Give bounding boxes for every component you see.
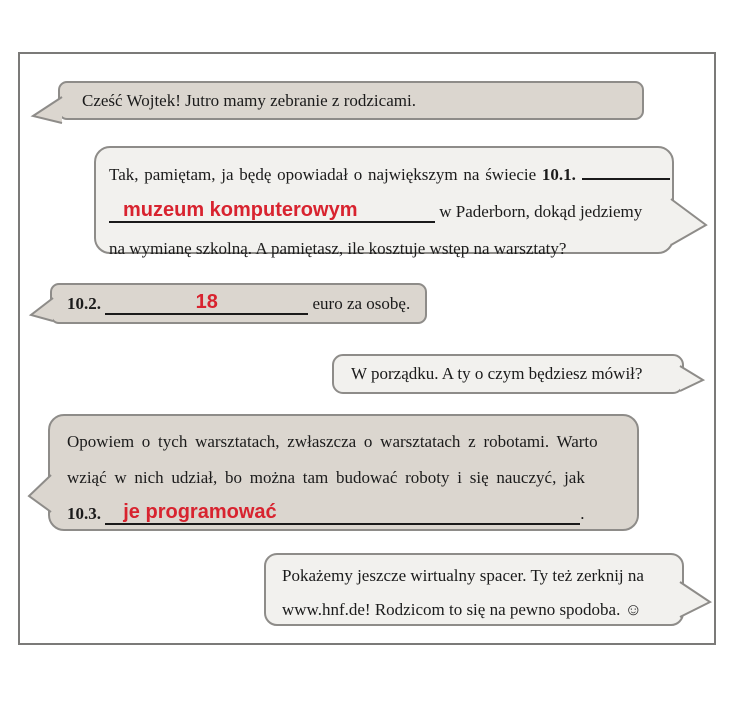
speech-bubble-6 (264, 553, 684, 626)
answer-10-3: je programować (123, 501, 277, 523)
gap-label-10-1: 10.1. (541, 165, 576, 184)
bubble-6-text-1: Pokażemy jeszcze wirtualny spacer. Ty też zerknij na (282, 566, 644, 585)
bubble-5-line-3 (67, 496, 620, 532)
bubble-6-line-1 (282, 559, 682, 593)
worksheet-page (18, 52, 716, 645)
bubble-tail-left-icon (31, 96, 63, 124)
bubble-2-line-2 (109, 193, 654, 230)
bubble-3-text: euro za osobę. (312, 294, 411, 313)
bubble-tail-right-icon (679, 581, 713, 619)
answer-10-2: 18 (195, 291, 218, 313)
bubble-5-content (50, 416, 637, 532)
speech-bubble-3 (50, 283, 427, 324)
bubble-5-line-2 (67, 460, 620, 496)
bubble-2-line-3 (109, 230, 654, 267)
bubble-2-text-2: w Paderborn, dokąd jedziemy (439, 202, 643, 221)
bubble-4-text-line (334, 356, 682, 392)
answer-blank-10-1-lead (582, 160, 670, 180)
bubble-5-text-2: wziąć w nich udział, bo można tam budować roboty i się nauczyć, jak (67, 468, 585, 487)
answer-blank-10-1 (109, 199, 435, 223)
speech-bubble-1 (58, 81, 644, 120)
gap-label-10-2: 10.2. (67, 294, 101, 313)
bubble-2-text-1: Tak, pamiętam, ja będę opowiadał o największym na świecie (109, 165, 537, 184)
answer-blank-10-2 (105, 291, 308, 315)
bubble-2-line-1 (109, 156, 654, 193)
bubble-2-content (96, 148, 672, 267)
bubble-5-period: . (580, 504, 585, 523)
speech-bubble-4 (332, 354, 684, 394)
answer-blank-10-3 (105, 501, 580, 525)
bubble-2-text-3: na wymianę szkolną. A pamiętasz, ile kosztuje wstęp na warsztaty? (109, 239, 567, 258)
answer-10-1: muzeum komputerowym (123, 199, 358, 221)
bubble-tail-left-icon (27, 474, 53, 514)
bubble-tail-right-icon (679, 365, 705, 393)
bubble-1-text-line (60, 83, 642, 118)
speech-bubble-2 (94, 146, 674, 258)
bubble-tail-left-icon (29, 297, 55, 323)
gap-label-10-3: 10.3. (67, 504, 101, 523)
bubble-4-text: W porządku. A ty o czym będziesz mówił? (351, 364, 643, 383)
speech-bubble-5 (48, 414, 639, 531)
bubble-6-content (266, 555, 682, 627)
bubble-tail-right-icon (669, 198, 709, 248)
bubble-6-text-2: www.hnf.de! Rodzicom to się na pewno spodoba. ☺ (282, 600, 642, 619)
bubble-5-text-1: Opowiem o tych warsztatach, zwłaszcza o warsztatach z robotami. Warto (67, 432, 598, 451)
bubble-5-line-1 (67, 424, 620, 460)
bubble-1-text: Cześć Wojtek! Jutro mamy zebranie z rodzicami. (82, 91, 416, 110)
bubble-6-line-2 (282, 593, 682, 627)
bubble-3-text-line (52, 285, 425, 322)
